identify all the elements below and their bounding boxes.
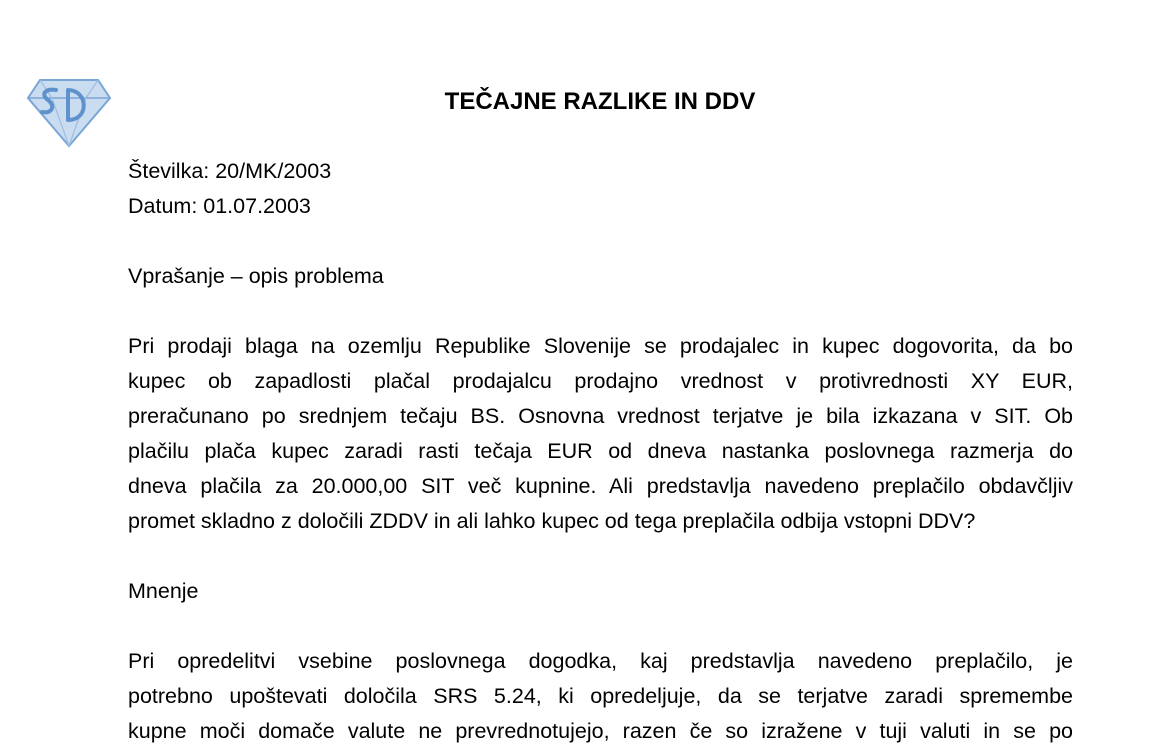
opinion-paragraph [128,644,1073,743]
section-heading-question: Vprašanje – opis problema [128,264,384,288]
document-date: Datum: 01.07.2003 [128,194,311,218]
paragraph-line: kupec ob zapadlosti plačal prodajalcu prodajno vrednost v protivrednosti XY EUR, [128,369,1073,393]
paragraph-line: dneva plačila za 20.000,00 SIT več kupnine. Ali predstavlja navedeno preplačilo obdavčljiv [128,474,1073,498]
question-paragraph [128,329,1073,539]
paragraph-line: kupne moči domače valute ne prevrednotujejo, razen če so izražene v tuji valuti in se po [128,719,1073,743]
paragraph-line: promet skladno z določili ZDDV in ali lahko kupec od tega preplačila odbija vstopni DDV? [128,509,976,533]
document-title: TEČAJNE RAZLIKE IN DDV [444,88,756,115]
document-number: Številka: 20/MK/2003 [128,159,332,183]
paragraph-line: plačilu plača kupec zaradi rasti tečaja EUR od dneva nastanka poslovnega razmerja do [128,439,1073,463]
paragraph-line: Pri prodaji blaga na ozemlju Republike Slovenije se prodajalec in kupec dogovorita, da bo [128,334,1073,358]
paragraph-line: Pri opredelitvi vsebine poslovnega dogodka, kaj predstavlja navedeno preplačilo, je [128,649,1073,673]
paragraph-line: potrebno upoštevati določila SRS 5.24, ki opredeljuje, da se terjatve zaradi spremembe [128,684,1073,708]
paragraph-line: preračunano po srednjem tečaju BS. Osnovna vrednost terjatve je bila izkazana v SIT. Ob [128,404,1073,428]
section-heading-opinion: Mnenje [128,579,199,603]
